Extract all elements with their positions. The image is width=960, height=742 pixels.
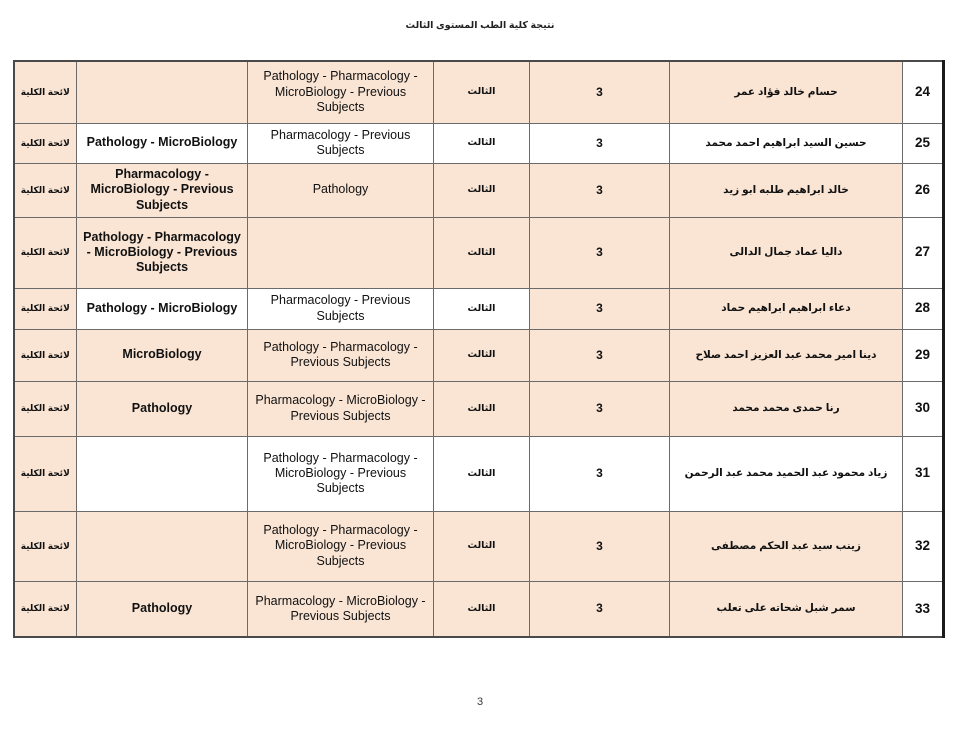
subject-count: 3 [530,511,670,581]
table-row [14,511,944,581]
subjects-secondary: Pathology - Pharmacology - Previous Subjects [248,329,434,381]
subject-count: 3 [530,381,670,436]
regulation-label: لائحة الكلية [14,511,77,581]
subjects-primary: Pathology [77,381,248,436]
study-level: الثالث [434,329,530,381]
row-number: 25 [903,123,944,163]
study-level: الثالث [434,436,530,511]
study-level: الثالث [434,163,530,217]
regulation-label: لائحة الكلية [14,436,77,511]
regulation-label: لائحة الكلية [14,288,77,329]
row-number: 26 [903,163,944,217]
study-level: الثالث [434,381,530,436]
student-name: حسين السيد ابراهيم احمد محمد [670,123,903,163]
table-row [14,381,944,436]
table-row [14,123,944,163]
subject-count: 3 [530,61,670,123]
subjects-primary [77,61,248,123]
results-table [13,60,946,638]
subjects-secondary: Pharmacology - Previous Subjects [248,288,434,329]
row-number: 31 [903,436,944,511]
student-name: زياد محمود عبد الحميد محمد عبد الرحمن [670,436,903,511]
row-number: 28 [903,288,944,329]
subject-count: 3 [530,329,670,381]
table-row [14,329,944,381]
student-name: رنا حمدى محمد محمد [670,381,903,436]
subject-count: 3 [530,217,670,288]
row-number: 33 [903,581,944,637]
student-name: سمر شبل شحاته على تعلب [670,581,903,637]
study-level: الثالث [434,288,530,329]
subjects-secondary: Pharmacology - MicroBiology - Previous Subjects [248,581,434,637]
regulation-label: لائحة الكلية [14,581,77,637]
subjects-secondary: Pharmacology - Previous Subjects [248,123,434,163]
page-number: 3 [476,696,484,708]
study-level: الثالث [434,217,530,288]
study-level: الثالث [434,123,530,163]
study-level: الثالث [434,61,530,123]
row-number: 24 [903,61,944,123]
row-number: 29 [903,329,944,381]
subjects-secondary: Pathology - Pharmacology - MicroBiology - Previous Subjects [248,436,434,511]
subject-count: 3 [530,436,670,511]
regulation-label: لائحة الكلية [14,217,77,288]
subjects-secondary [248,217,434,288]
student-name: دينا امير محمد عبد العزيز احمد صلاح [670,329,903,381]
subject-count: 3 [530,288,670,329]
subjects-secondary: Pharmacology - MicroBiology - Previous Subjects [248,381,434,436]
subjects-primary: MicroBiology [77,329,248,381]
subjects-primary: Pathology [77,581,248,637]
subjects-secondary: Pathology - Pharmacology - MicroBiology - Previous Subjects [248,61,434,123]
subjects-primary [77,436,248,511]
regulation-label: لائحة الكلية [14,123,77,163]
regulation-label: لائحة الكلية [14,163,77,217]
regulation-label: لائحة الكلية [14,381,77,436]
subject-count: 3 [530,581,670,637]
subjects-secondary: Pathology [248,163,434,217]
subjects-primary: Pathology - MicroBiology [77,288,248,329]
student-name: دعاء ابراهيم ابراهيم حماد [670,288,903,329]
subjects-primary [77,511,248,581]
table-row [14,217,944,288]
subjects-primary: Pathology - MicroBiology [77,123,248,163]
row-number: 27 [903,217,944,288]
student-name: حسام خالد فؤاد عمر [670,61,903,123]
student-name: داليا عماد جمال الدالى [670,217,903,288]
table-row [14,61,944,123]
table-row [14,288,944,329]
results-table-container [14,60,945,638]
subject-count: 3 [530,163,670,217]
row-number: 30 [903,381,944,436]
page-title: نتيجة كلية الطب المستوى الثالث [405,20,555,31]
subjects-primary: Pharmacology - MicroBiology - Previous Subjects [77,163,248,217]
subjects-primary: Pathology - Pharmacology - MicroBiology - Previous Subjects [77,217,248,288]
results-table-body [14,61,944,637]
regulation-label: لائحة الكلية [14,329,77,381]
subjects-secondary: Pathology - Pharmacology - MicroBiology - Previous Subjects [248,511,434,581]
subject-count: 3 [530,123,670,163]
table-row [14,163,944,217]
table-row [14,436,944,511]
row-number: 32 [903,511,944,581]
regulation-label: لائحة الكلية [14,61,77,123]
student-name: زينب سيد عبد الحكم مصطفى [670,511,903,581]
table-row [14,581,944,637]
student-name: خالد ابراهيم طلبه ابو زيد [670,163,903,217]
study-level: الثالث [434,581,530,637]
study-level: الثالث [434,511,530,581]
